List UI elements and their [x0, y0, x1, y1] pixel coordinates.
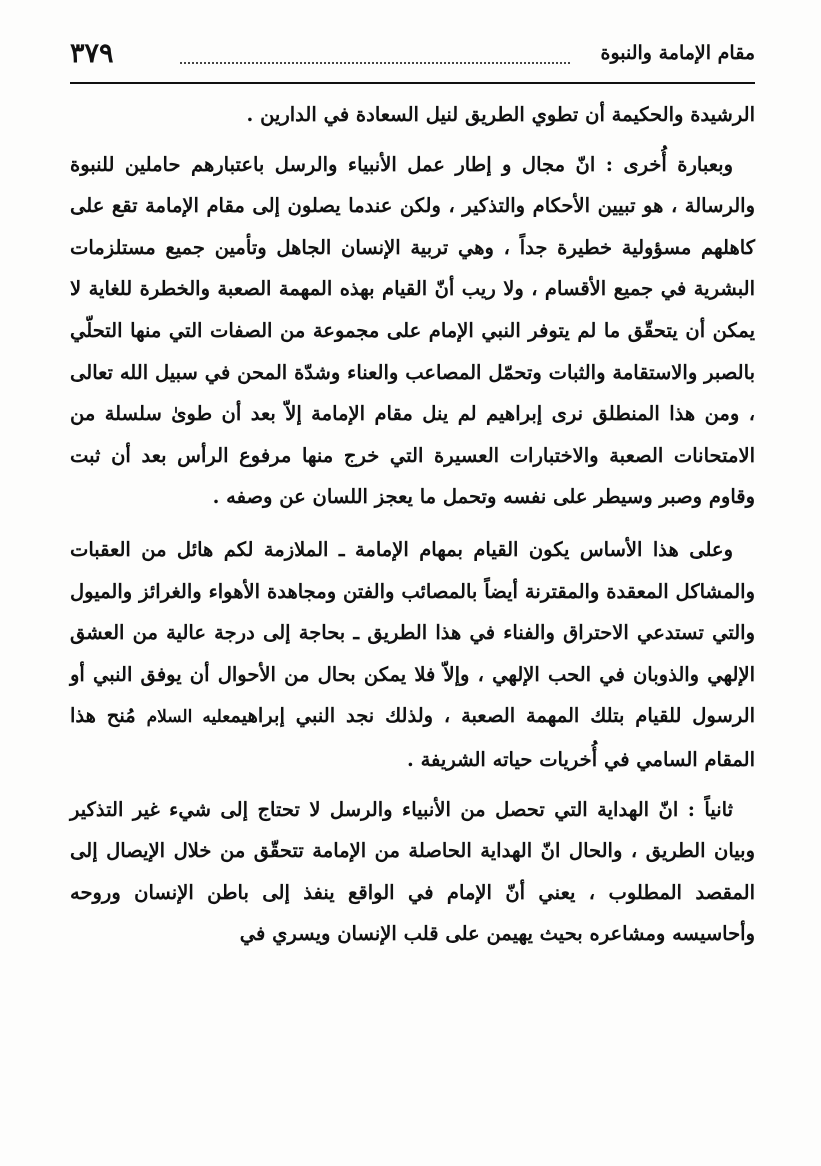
running-title: مقام الإمامة والنبوة [600, 42, 755, 64]
paragraph-3 [70, 529, 755, 781]
paragraph-1-text: الرشيدة والحكيمة أن تطوي الطريق لنيل السعادة في الدارين . [246, 103, 755, 126]
paragraph-2 [70, 144, 755, 518]
paragraph-3-text: وعلى هذا الأساس يكون القيام بمهام الإمامة ـ الملازمة لكم هائل من العقبات والمشاكل المعقدة والمقترنة أيضاً بالمصائب والفتن ومجاهدة الأهواء والغرائز والميول والتي تستدعي الاحتراق والفناء في هذا الطريق ـ بحاجة إلى درجة عالية من العشق الإلهي والذوبان في الحب الإلهي ، وإلاّ فلا يمكن بحال من الأحوال أن يوفق النبي أو الرسول للقيام بتلك المهمة الصعبة ، ولذلك نجد النبي إبراهيم [70, 537, 755, 728]
page-header [70, 38, 755, 80]
paragraph-4 [70, 789, 755, 955]
paragraph-4-text: انّ الهداية التي تحصل من الأنبياء والرسل لا تحتاج إلى شيء غير التذكير وبيان الطريق ، والحال انّ الهداية الحاصلة من الإمامة تتحقّق من خلال الإيصال إلى المقصد المطلوب ، يعني أنّ الإمام في الواقع ينفذ إلى باطن الإنسان وروحه وأحاسيسه ومشاعره بحيث يهيمن على قلب الإنسان ويسري في [70, 797, 755, 946]
paragraph-2-text: وبعبارة أُخرى : انّ مجال و إطار عمل الأنبياء والرسل باعتبارهم حاملين للنبوة والرسالة ، هو تبيين الأحكام والتذكير ، ولكن عندما يصلون إلى مقام الإمامة تقع على كاهلهم مسؤولية خطيرة جداً ، وهي تربية الإنسان الجاهل وتأمين جميع مستلزمات البشرية في جميع الأقسام ، ولا ريب أنّ القيام بهذه المهمة الصعبة والخطرة للغاية لا يمكن أن يتحقّق ما لم يتوفر النبي الإمام على مجموعة من الصفات التي منها التحلّي بالصبر والاستقامة والثبات وتحمّل المصاعب والعناء وشدّة المحن في سبيل الله تعالى ، ومن هذا المنطلق نرى إبراهيم لم ينل مقام الإمامة إلاّ بعد أن طوىٰ سلسلة من الامتحانات الصعبة والاختبارات العسيرة التي خرج منها مرفوع الرأس بعد أن ثبت وقاوم وصبر وسيطر على نفسه وتحمل ما يعجز اللسان عن وصفه . [70, 152, 755, 509]
page-number: ٣٧٩ [70, 38, 114, 69]
body-text [70, 94, 755, 955]
header-divider [70, 82, 755, 84]
paragraph-3-text-end: مُنح هذا المقام السامي في أُخريات حياته الشريفة . [70, 704, 755, 771]
header-dotted-leader [180, 62, 570, 64]
paragraph-4-lead: ثانياً : [687, 797, 733, 821]
paragraph-1 [70, 94, 755, 136]
honorific-glyph: عليه السلام [146, 707, 231, 728]
